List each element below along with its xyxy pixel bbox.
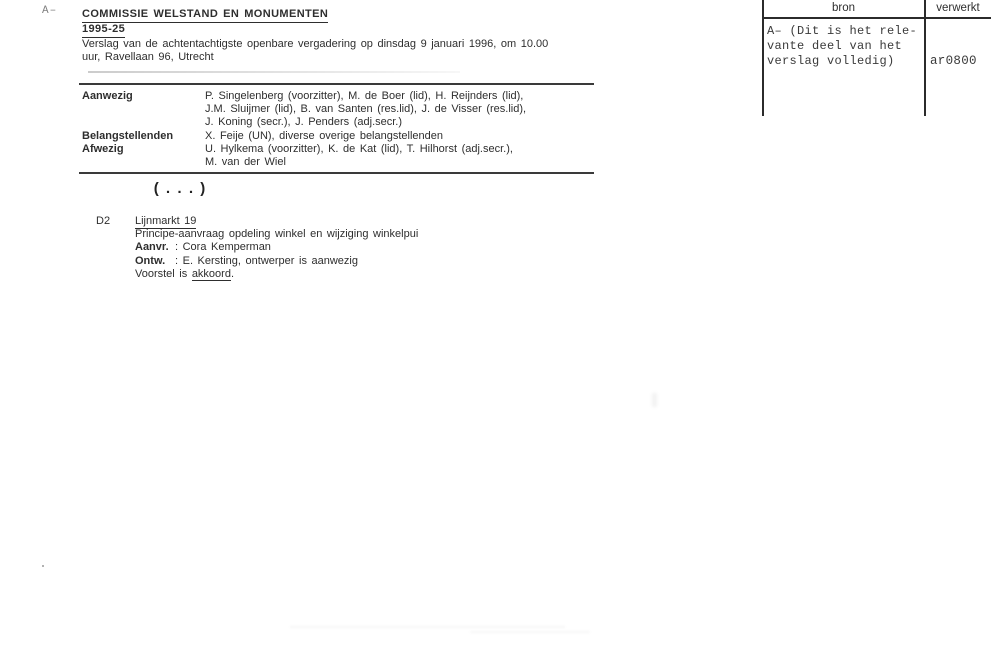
margin-marker: A– [42, 5, 58, 17]
agenda-item-address-text: Lijnmarkt 19 [135, 215, 197, 227]
bron-note-line: vante deel van het [767, 39, 903, 53]
designer-value: : E. Kersting, ontwerper is aanwezig [175, 254, 358, 267]
decision-value: akkoord [191, 267, 231, 280]
scan-artifact-dot [42, 565, 44, 567]
agenda-item-address [135, 215, 418, 228]
agenda-item-code: D2 [96, 215, 111, 227]
attendance-line: M. van der Wiel [205, 156, 286, 169]
bron-typewriter-note [767, 24, 917, 69]
meeting-description [82, 38, 548, 64]
attendance-label: Belangstellenden [82, 129, 174, 142]
attendance-block [82, 90, 526, 169]
document-title-text: COMMISSIE WELSTAND EN MONUMENTEN [82, 8, 328, 23]
attendance-line: X. Feije (UN), diverse overige belangstellenden [205, 129, 444, 142]
meeting-description-line: Verslag van de achtentachtigste openbare vergadering op dinsdag 9 januari 1996, om 10.00 [82, 38, 549, 50]
annotation-table-header-rule [762, 17, 991, 19]
scan-artifact-smudge [652, 393, 657, 407]
applicant-value: : Cora Kemperman [175, 241, 271, 254]
designer-label: Ontw. [135, 254, 166, 267]
attendance-values [205, 130, 443, 143]
agenda-item-designer [135, 255, 418, 268]
attendance-label: Aanwezig [82, 90, 133, 102]
document-number-text: 1995-25 [82, 23, 125, 38]
annotation-table-header-bron: bron [831, 2, 856, 14]
agenda-item-decision [135, 268, 418, 281]
document-title [82, 8, 328, 23]
faint-scan-rule [88, 71, 460, 73]
attendance-values [205, 90, 526, 130]
bron-note-line: verslag volledig) [767, 54, 895, 68]
applicant-label: Aanvr. [135, 241, 169, 254]
scan-artifact-smudge [470, 631, 590, 633]
omitted-content-ellipsis: (...) [152, 181, 210, 198]
attendance-line: U. Hylkema (voorzitter), K. de Kat (lid), T. Hilhorst (adj.secr.), [205, 142, 513, 155]
bron-note-line: A– (Dit is het rele- [767, 24, 918, 38]
attendance-line: J.M. Sluijmer (lid), B. van Santen (res.lid), J. de Visser (res.lid), [205, 103, 527, 116]
attendance-label: Afwezig [82, 142, 124, 155]
document-number [82, 23, 125, 38]
meeting-description-line: uur, Ravellaan 96, Utrecht [82, 51, 214, 64]
agenda-item-body [135, 215, 418, 281]
agenda-item-applicant [135, 241, 418, 254]
agenda-item-subject: Principe-aanvraag opdeling winkel en wijziging winkelpui [135, 228, 419, 241]
annotation-table-header-verwerkt: verwerkt [936, 2, 980, 14]
attendance-top-rule [79, 83, 594, 85]
decision-suffix: . [230, 267, 235, 280]
attendance-row [82, 90, 526, 130]
attendance-row [82, 130, 526, 143]
attendance-bottom-rule [79, 172, 594, 174]
decision-prefix: Voorstel is [135, 267, 192, 280]
attendance-line: P. Singelenberg (voorzitter), M. de Boer (lid), H. Reijnders (lid), [205, 90, 524, 102]
attendance-line: J. Koning (secr.), J. Penders (adj.secr.) [205, 116, 403, 129]
scan-artifact-smudge [290, 626, 565, 628]
attendance-row [82, 143, 526, 169]
verwerkt-code: ar0800 [930, 54, 977, 68]
attendance-values [205, 143, 513, 169]
